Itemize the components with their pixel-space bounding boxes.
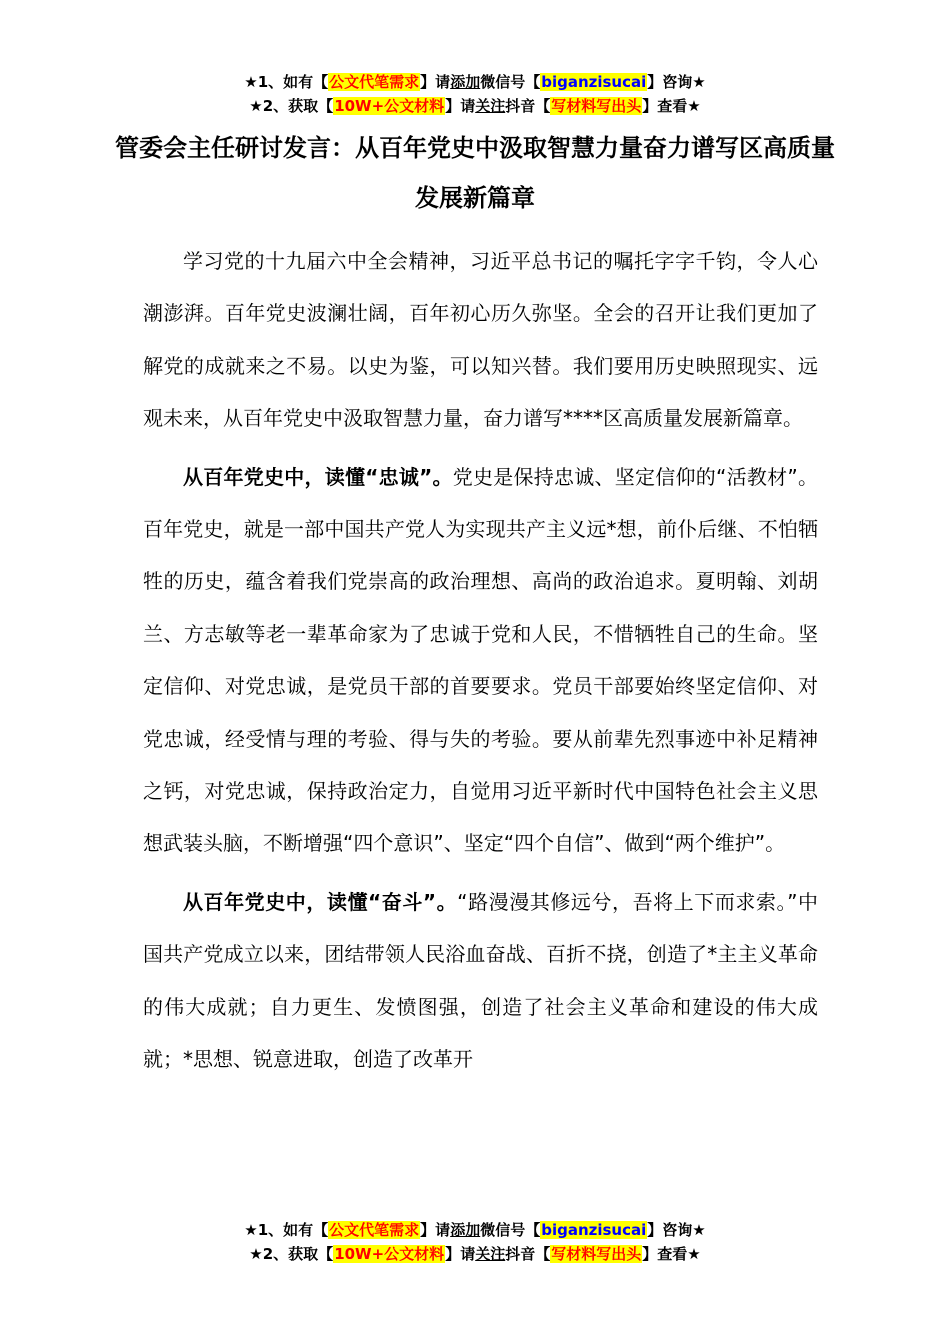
paragraph-struggle [143,876,818,1086]
highlight-materials: 10W+公文材料 [334,97,445,115]
paragraph-text: “路漫漫其修远兮，吾将上下而求索。”中国共产党成立以来，团结带领人民浴血奋战、百折不挠，创造了*主主义革命的伟大成就；自力更生、发愤图强，创造了社会主义革命和建设的伟大成就；*思想、锐意进取，创造了改革开 [143,889,818,1072]
document-body [143,235,818,1086]
promo-line-2 [0,1242,950,1266]
promo-line-1 [0,1218,950,1242]
promo-text: 】请 [445,1245,476,1263]
promo-text: ★1、如有【 [244,1221,329,1239]
promo-line-2 [0,94,950,118]
promo-text: 微信号【 [480,1221,541,1239]
highlight-writing-service: 公文代笔需求 [329,73,420,91]
promo-text: 】咨询★ [647,1221,706,1239]
promo-text: 】请 [420,73,451,91]
promo-text: 】咨询★ [647,73,706,91]
promo-line-1 [0,70,950,94]
promo-text: 】请 [420,1221,451,1239]
promo-text-underlined: 关注 [475,1245,506,1263]
promo-text: 微信号【 [480,73,541,91]
promo-banner-top [0,70,950,118]
paragraph-text: 党史是保持忠诚、坚定信仰的“活教材”。百年党史，就是一部中国共产党人为实现共产主义远*想，前仆后继、不怕牺牲的历史，蕴含着我们党崇高的政治理想、高尚的政治追求。夏明翰、刘胡兰、方志敏等老一辈革命家为了忠诚于党和人民，不惜牺牲自己的生命。坚定信仰、对党忠诚，是党员干部的首要要求。党员干部要始终坚定信仰、对党忠诚，经受情与理的考验、得与失的考验。要从前辈先烈事迹中补足精神之钙，对党忠诚，保持政治定力，自觉用习近平新时代中国特色社会主义思想武装头脑，不断增强“四个意识”、坚定“四个自信”、做到“两个维护”。 [143,464,818,856]
promo-text: 】查看★ [642,1245,701,1263]
paragraph-loyalty [143,451,818,870]
paragraph-lead: 从百年党史中，读懂“奋斗”。 [183,889,458,914]
highlight-wechat-id: biganzisucai [541,73,647,91]
promo-text: 】查看★ [642,97,701,115]
document-title: 管委会主任研讨发言：从百年党史中汲取智慧力量奋力谱写区高质量发展新篇章 [115,134,835,212]
paragraph-text: 学习党的十九届六中全会精神，习近平总书记的嘱托字字千钧，令人心潮澎湃。百年党史波澜壮阔，百年初心历久弥坚。全会的召开让我们更加了解党的成就来之不易。以史为鉴，可以知兴替。我们要用历史映照现实、远观未来，从百年党史中汲取智慧力量，奋力谱写****区高质量发展新篇章。 [143,249,818,431]
promo-text: 抖音【 [505,1245,551,1263]
promo-text: 】请 [445,97,476,115]
promo-text: ★2、获取【 [249,1245,334,1263]
highlight-wechat-id: biganzisucai [541,1221,647,1239]
promo-text: ★1、如有【 [244,73,329,91]
promo-text: 抖音【 [505,97,551,115]
highlight-writing-service: 公文代笔需求 [329,1221,420,1239]
highlight-douyin-account: 写材料写出头 [551,97,642,115]
promo-text-underlined: 添加 [450,73,481,91]
highlight-materials: 10W+公文材料 [334,1245,445,1263]
promo-text: ★2、获取【 [249,97,334,115]
promo-text-underlined: 添加 [450,1221,481,1239]
paragraph-intro [143,235,818,445]
highlight-douyin-account: 写材料写出头 [551,1245,642,1263]
promo-text-underlined: 关注 [475,97,506,115]
paragraph-lead: 从百年党史中，读懂“忠诚”。 [183,464,453,489]
promo-banner-bottom [0,1218,950,1266]
